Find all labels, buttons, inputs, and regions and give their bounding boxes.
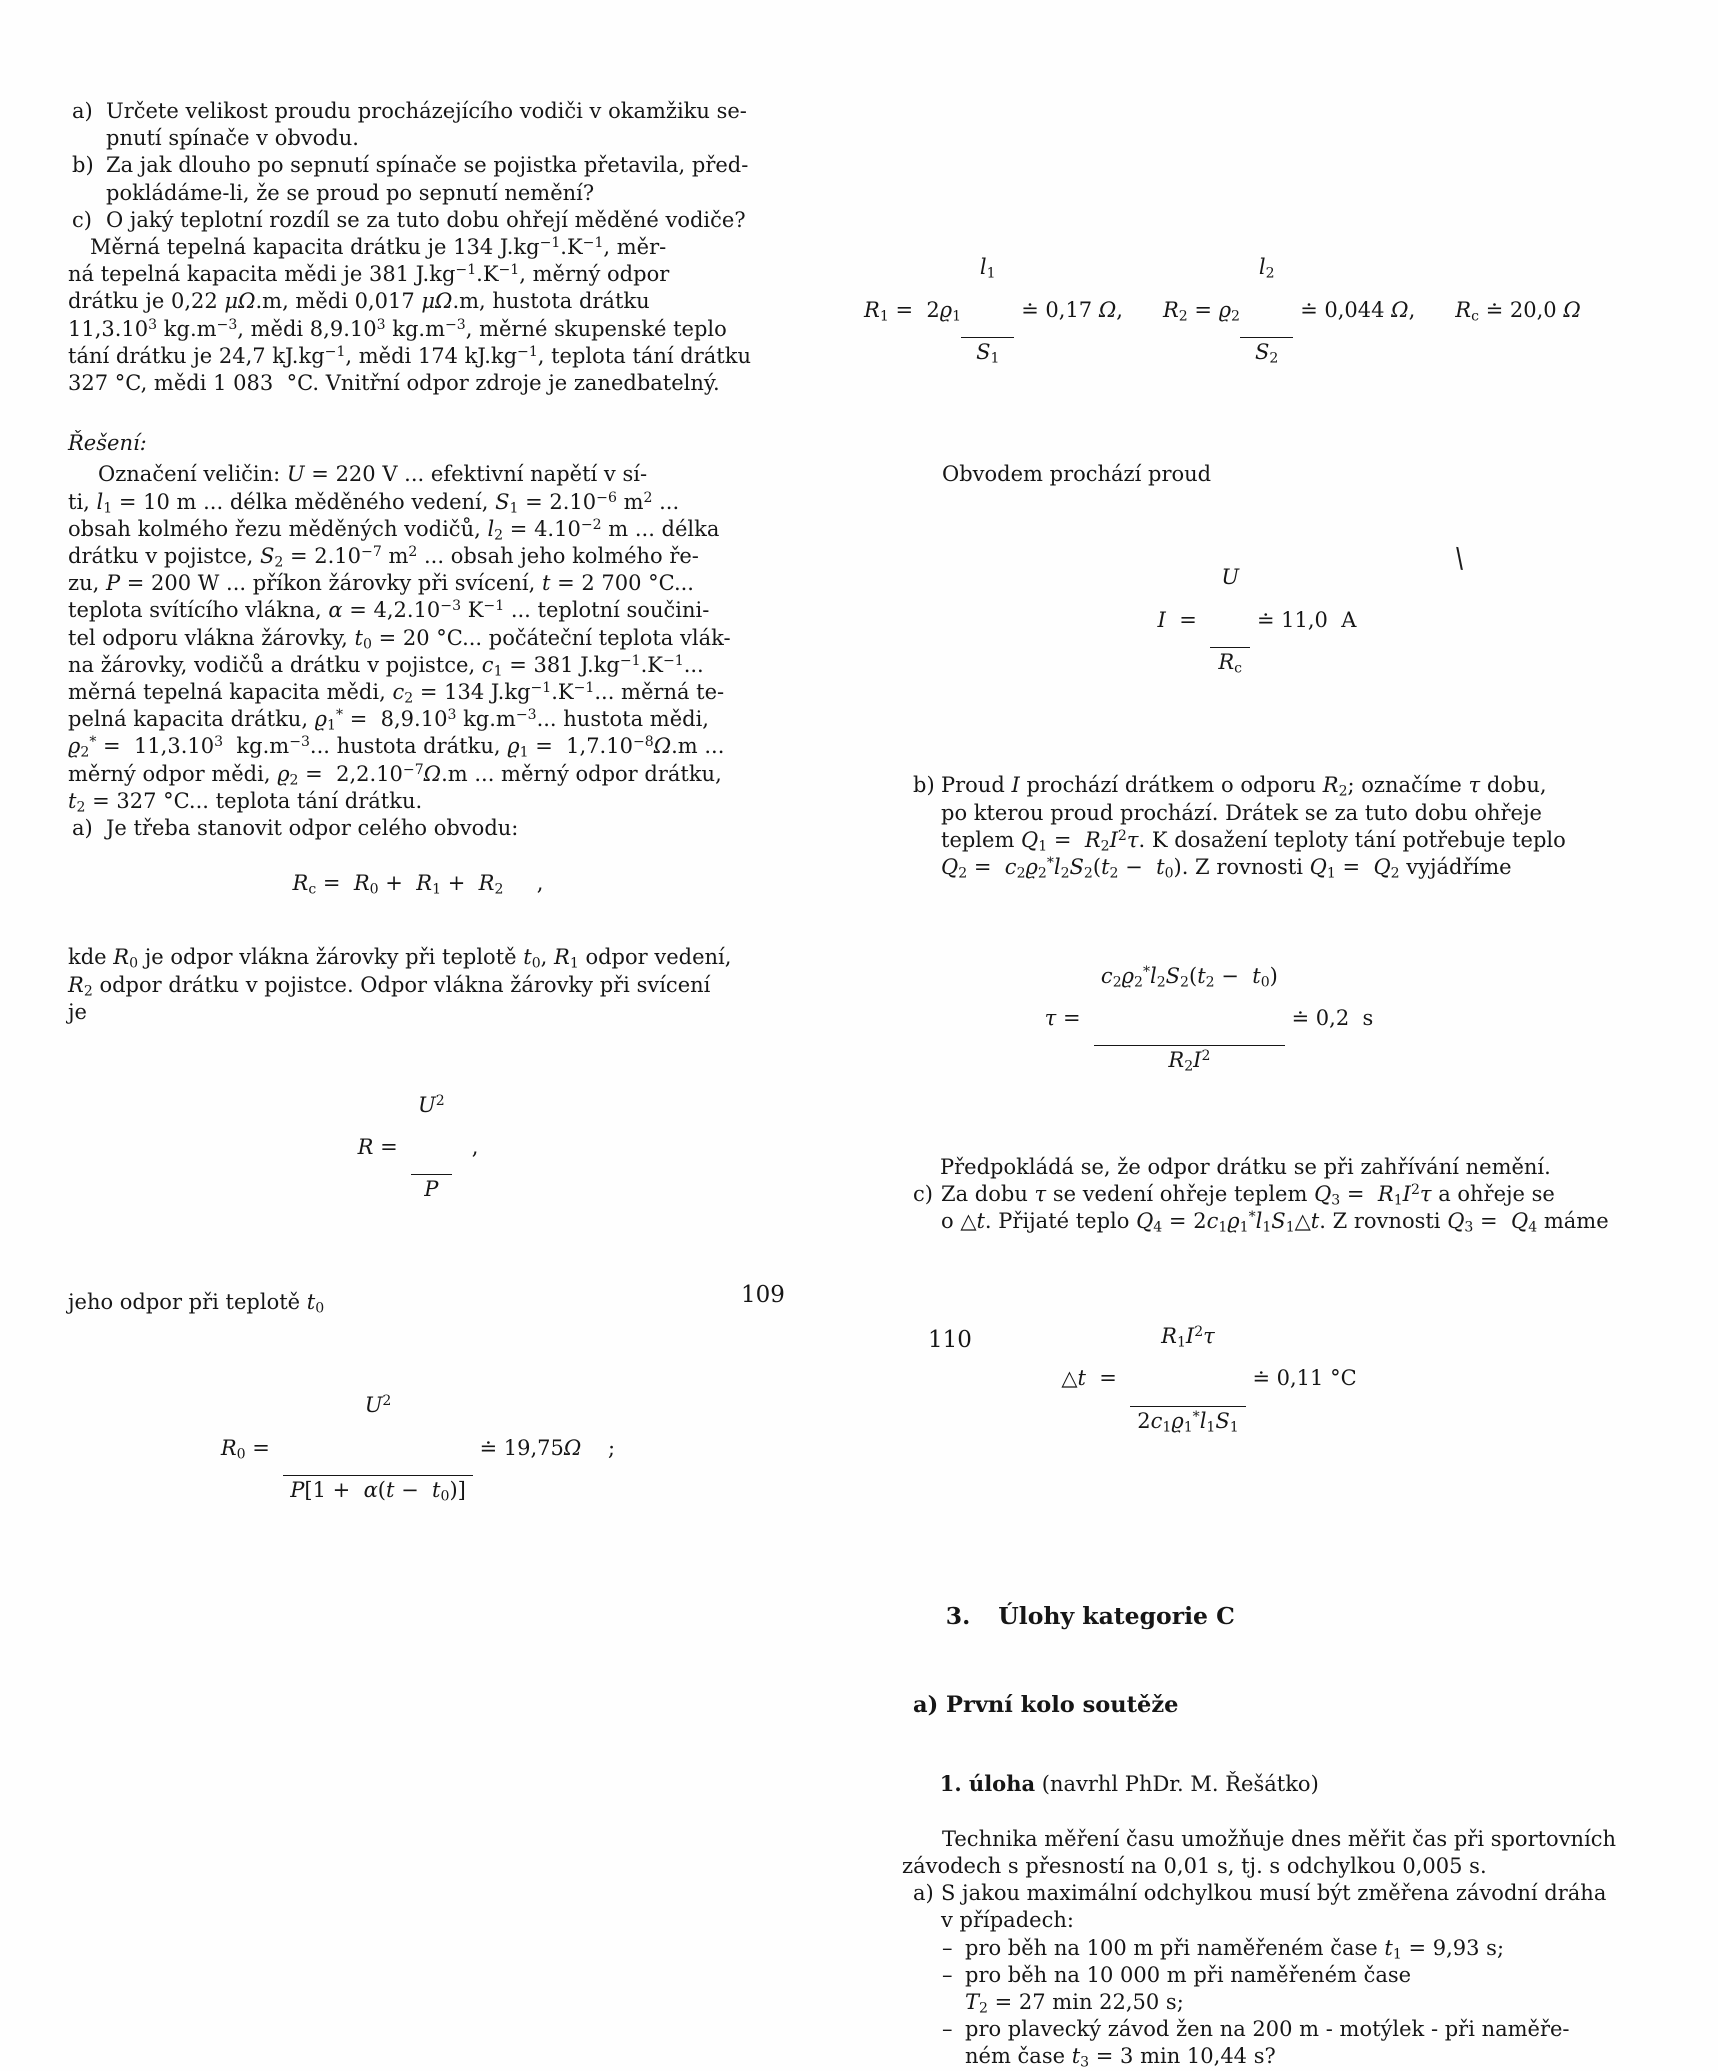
section-title: Úlohy kategorie C [998, 1602, 1235, 1631]
task-item-a [902, 1880, 1607, 1934]
fraction [411, 1037, 452, 1258]
text-line: v případech: [941, 1908, 1074, 1933]
page-number-left: 109 [741, 1282, 785, 1308]
formula-r0 [68, 1338, 768, 1559]
denominator: P [411, 1174, 452, 1203]
formula-rhs: ≐ 0,044 Ω, [1293, 297, 1416, 322]
text-line: pelná kapacita drátku, $ϱ_1^* = 8,9.10^3$ $kg.m^{-3}$... hustota mědi, [68, 707, 709, 734]
item-label: a) [72, 99, 93, 123]
text-line: kde $R_0$ je odpor vlákna žárovky při teplotě $t_0$, $R_1$ odpor vedení, [68, 945, 732, 972]
solution-item-b [902, 772, 1566, 882]
formula-lhs: △t = [1061, 1366, 1131, 1391]
text-line: je [68, 999, 87, 1024]
item-content [106, 98, 768, 152]
text-line: Proud I prochází drátkem o odporu $R_2$; označíme τ dobu, [941, 773, 1547, 800]
item-content [106, 152, 768, 206]
item-label: c) [72, 207, 92, 232]
text-line: S jakou maximální odchylkou musí být změřena závodní dráha [941, 1881, 1607, 1906]
text-line: $T_2 = 27$ min 22,50 s; [965, 1989, 1184, 2017]
bullet-run-10000m [902, 1962, 1516, 2016]
item-label: b) [913, 773, 935, 798]
formula-total-resistance [68, 870, 768, 897]
numerator: $l_1$ [979, 255, 996, 282]
text-line: drátku v pojistce, $S_2 = 2.10^{-7}$ $m^2$ ... obsah jeho kolmého ře- [68, 544, 699, 571]
text-line: 327 °C, mědi 1 083 °C. Vnitřní odpor zdroje je zanedbatelný. [68, 371, 720, 396]
problem-item-b [68, 152, 768, 206]
task-paragraph [902, 1826, 1617, 1880]
text-line: po kterou proud prochází. Drátek se za tuto dobu ohřeje [941, 800, 1542, 825]
formula-r2 [1163, 200, 1415, 421]
section-heading [902, 1571, 1516, 1661]
item-content [941, 1181, 1609, 1236]
text-line: $R_2$ odpor drátku v pojistce. Odpor vlákna žárovky při svícení [68, 972, 711, 1000]
item-content [941, 1880, 1607, 1934]
solution-heading: Řešení: [68, 431, 147, 456]
fraction [1130, 1269, 1245, 1490]
text-line: měrný odpor mědi, $ϱ_2 = 2,2.10^{-7}\Omega.m$ ... měrný odpor drátku, [68, 761, 722, 789]
dash-bullet: – [942, 1962, 953, 1987]
text-line: Za dobu τ se vedení ohřeje teplem $Q_3 = R_1I^2\tau$ a ohřeje se [941, 1182, 1555, 1209]
problem-statement [68, 98, 768, 397]
text-line: Označení veličin: U = 220 V ... efektivní napětí v sí- [98, 462, 648, 487]
formula-rhs: ≐ 11,0 A [1250, 607, 1357, 632]
item-label: c) [913, 1182, 933, 1207]
formula-text: $R_c = R_0 + R_1 + R_2$ , [292, 871, 544, 898]
text-line: pro běh na 100 m při naměřeném čase $t_1 = 9,93$ s; [965, 1935, 1505, 1963]
formula-lhs: $R_0$ = [220, 1435, 284, 1463]
text-line: na žárovky, vodičů a drátku v pojistce, $c_1 = 381$ $J.kg^{-1}.K^{-1}$... [68, 652, 704, 680]
formula-lamp-resistance [68, 1037, 768, 1258]
scan-artifact-mark: \ [1453, 542, 1466, 575]
formula-rc-result: $R_c$ ≐ 20,0 Ω [1455, 297, 1581, 325]
formula-current [950, 510, 1564, 731]
section-number: 3. [945, 1602, 971, 1631]
paragraph [68, 944, 768, 1026]
formula-delta-t [902, 1269, 1516, 1490]
subsection-heading: a) První kolo soutěže [913, 1692, 1179, 1719]
right-page [864, 178, 1617, 2071]
item-label: a) [72, 816, 93, 841]
text-line: Technika měření času umožňuje dnes měřit čas při sportovních [942, 1826, 1617, 1851]
text-line: teplota svítícího vlákna, $\alpha = 4,2.10^{-3}$ $K^{-1}$ ... teplotní součini- [68, 598, 710, 623]
bullet-swim-200m [902, 2016, 1570, 2071]
problem-item-a [68, 98, 768, 152]
fraction [283, 1338, 473, 1559]
text-line: $t_2 = 327$ °C... teplota tání drátku. [68, 788, 423, 816]
bullet-run-100m [902, 1935, 1516, 1962]
task-number: 1. úloha [939, 1771, 1036, 1797]
text-line: obsah kolmého řezu měděných vodičů, $l_2 = 4.10^{-2}$ m ... délka [68, 516, 720, 544]
formula-tau [902, 908, 1516, 1129]
text-line: ti, $l_1 = 10$ m ... délka měděného vedení, $S_1 = 2.10^{-6}$ $m^2$ ... [68, 489, 680, 517]
fraction [961, 200, 1014, 421]
solution-item-a [68, 815, 768, 842]
item-content [965, 1935, 1516, 1962]
fraction [1210, 510, 1250, 731]
formula-rhs: ≐ 0,17 Ω, [1014, 297, 1123, 322]
denominator: $S_1$ [961, 337, 1014, 366]
numerator: $U^2$ [418, 1092, 445, 1117]
numerator: $U^2$ [364, 1393, 392, 1418]
formula-rhs: ≐ 0,2 s [1284, 1005, 1374, 1030]
solution-paragraph [68, 461, 768, 815]
task-heading [902, 1743, 1516, 1826]
formula-lhs: I = [1157, 607, 1211, 632]
text-line: Za jak dlouho po sepnutí spínače se pojistka přetavila, před- [106, 153, 749, 178]
formula-lhs: τ = [1044, 1005, 1094, 1030]
denominator: $2c_1ϱ_1^*l_1S_1$ [1130, 1406, 1245, 1435]
item-label: a) [913, 1881, 934, 1906]
text-line: $ϱ_2^* = 11,3.10^3$ $kg.m^{-3}$... hustota drátku, $ϱ_1 = 1,7.10^{-8}\Omega.m$ ... [68, 734, 725, 761]
text-line: 11,3.10$^3$ $kg.m^{-3}$, mědi 8,9.10$^3$ $kg.m^{-3}$, měrné skupenské teplo [68, 316, 727, 341]
formula-rhs: ≐ 0,11 °C [1245, 1366, 1357, 1391]
item-content [941, 772, 1566, 882]
text-line: tání drátku je 24,7 $kJ.kg^{-1}$, mědi 174 $kJ.kg^{-1}$, teplota tání drátku [68, 343, 751, 368]
text-line: o △t. Přijaté teplo $Q_4$ = $2c_1ϱ_1^*l_1S_1\triangle t$. Z rovnosti $Q_3 = Q_4$ máme [941, 1209, 1609, 1236]
text-line: teplem $Q_1 = R_2I^2\tau$. K dosažení teploty tání potřebuje teplo [941, 827, 1566, 855]
text-line: jeho odpor při teplotě $t_0$ [68, 1289, 325, 1317]
dash-bullet: – [942, 2017, 953, 2042]
problem-item-c [68, 207, 768, 234]
text-line: měrná tepelná kapacita mědi, $c_2 = 134$ $J.kg^{-1}.K^{-1}$... měrná te- [68, 680, 725, 707]
left-page [68, 98, 768, 1559]
item-content [106, 815, 768, 842]
text-line: Předpokládá se, že odpor drátku se při zahřívání nemění. [940, 1154, 1551, 1179]
numerator: $l_2$ [1258, 255, 1275, 282]
text-line: drátku je 0,22 μΩ.m, mědi 0,017 μΩ.m, hustota drátku [68, 289, 650, 314]
text-line: Určete velikost proudu procházejícího vodiči v okamžiku se- [106, 99, 747, 123]
text-line: pro běh na 10 000 m při naměřeném čase [965, 1962, 1412, 1987]
fraction [1240, 200, 1293, 421]
text-line: Měrná tepelná kapacita drátku je 134 $J.kg^{-1}.K^{-1}$, měr- [90, 234, 667, 260]
page-number-right: 110 [928, 1327, 972, 1353]
text-line: tel odporu vlákna žárovky, $t_0 = 20$ °C... počáteční teplota vlák- [68, 625, 731, 653]
item-content [106, 207, 768, 234]
text-line: Je třeba stanovit odpor celého obvodu: [106, 816, 519, 841]
text-line: ném čase $t_3 = 3$ min 10,44 s? [965, 2044, 1276, 2071]
text-line: pokládáme-li, že se proud po sepnutí nemění? [106, 180, 595, 205]
dash-bullet: – [942, 1935, 953, 1960]
text-line: O jaký teplotní rozdíl se za tuto dobu ohřejí měděné vodiče? [106, 207, 746, 232]
item-content [965, 1962, 1516, 2016]
text-line: Obvodem prochází proud [942, 461, 1212, 486]
solution-item-c [902, 1181, 1609, 1236]
text-line: pro plavecký závod žen na 200 m - motýlek - při naměře- [965, 2017, 1570, 2042]
denominator: $R_2I^2$ [1094, 1045, 1285, 1074]
task-author: (navrhl PhDr. M. Řešátko) [1035, 1772, 1319, 1797]
denominator: $P[1 + \alpha(t - t_0)]$ [283, 1475, 473, 1504]
formula-lhs: $R_2 = ϱ_2$ [1162, 297, 1240, 325]
item-label: b) [72, 153, 94, 178]
numerator: U [1221, 565, 1240, 590]
formula-lhs: R = [357, 1134, 412, 1159]
text-line: $Q_2 = c_2ϱ_2^*l_2S_2(t_2 - t_0)$. Z rovnosti $Q_1 = Q_2$ vyjádříme [941, 855, 1512, 882]
formula-r1 [864, 200, 1123, 421]
resistance-results-row [864, 200, 1581, 421]
formula-lhs: $R_1 = 2ϱ_1$ [864, 297, 962, 325]
numerator: $R_1I^2\tau$ [1161, 1323, 1215, 1351]
denominator: $S_2$ [1240, 337, 1293, 366]
text-line: ná tepelná kapacita mědi je 381 $J.kg^{-1}.K^{-1}$, měrný odpor [68, 262, 670, 287]
numerator: $c_2ϱ_2^*l_2S_2(t_2 - t_0)$ [1100, 963, 1278, 991]
formula-rhs: ≐ 19,75Ω ; [472, 1435, 616, 1460]
denominator: $R_c$ [1210, 647, 1250, 676]
text-line: zu, P = 200 W ... příkon žárovky při svícení, t = 2 700 °C... [68, 571, 694, 596]
text-line: závodech s přesností na 0,01 s, tj. s odchylkou 0,005 s. [902, 1853, 1487, 1878]
text-line: pnutí spínače v obvodu. [106, 126, 359, 151]
item-content [965, 2016, 1570, 2071]
formula-rhs: , [451, 1134, 479, 1159]
fraction [1094, 908, 1285, 1129]
